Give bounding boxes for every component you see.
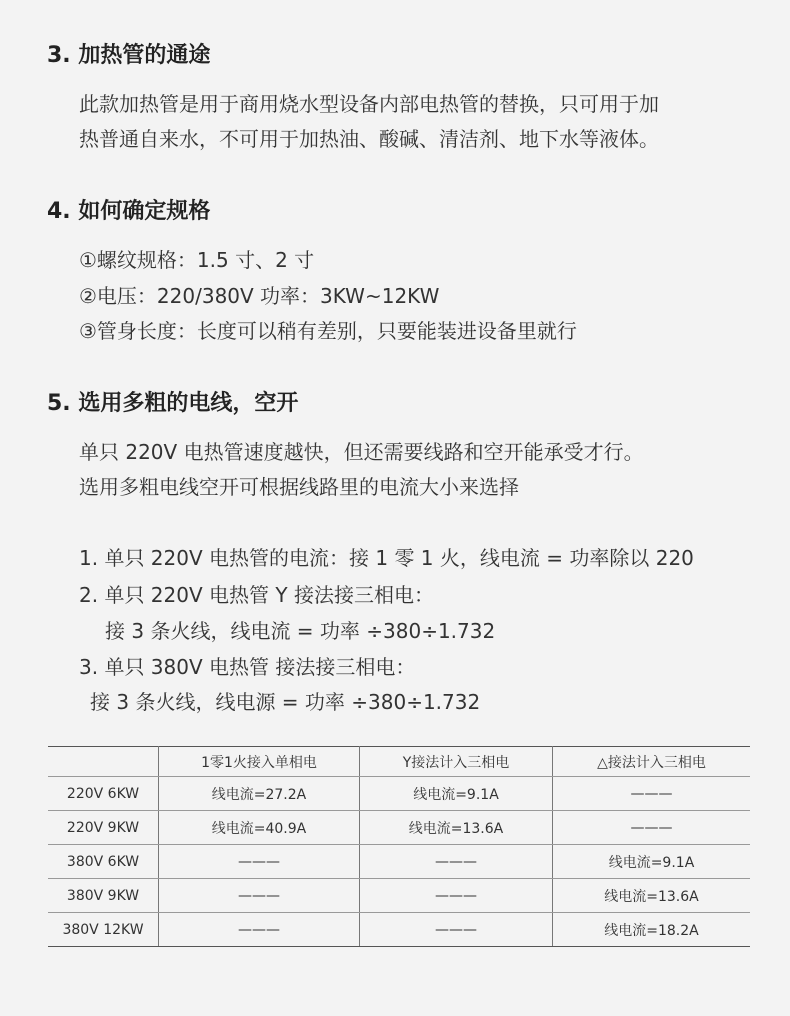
table-cell: 线电流=9.1A [360, 777, 553, 811]
current-table [48, 746, 750, 947]
table-row [48, 913, 750, 947]
table-cell: 220V 9KW [48, 811, 159, 845]
section-heading-wiring: 5. 选用多粗的电线，空开 [47, 391, 299, 416]
table-cell: 380V 12KW [48, 913, 159, 947]
spec-voltage-power: ②电压：220/380V 功率：3KW~12KW [79, 284, 440, 308]
section-heading-usage: 3. 加热管的通途 [47, 43, 211, 68]
table-cell: ——— [159, 879, 360, 913]
table-cell: 380V 9KW [48, 879, 159, 913]
table-header-cell: 1零1火接入单相电 [159, 747, 360, 777]
table-cell: 线电流=9.1A [553, 845, 751, 879]
table-row [48, 811, 750, 845]
table-cell: 线电流=13.6A [360, 811, 553, 845]
table-cell: ——— [159, 913, 360, 947]
table-cell: ——— [553, 777, 751, 811]
section-heading-spec: 4. 如何确定规格 [47, 199, 211, 224]
formula-single-phase: 1. 单只 220V 电热管的电流：接 1 零 1 火，线电流 = 功率除以 220 [79, 546, 694, 570]
table-cell: 线电流=40.9A [159, 811, 360, 845]
table-row [48, 777, 750, 811]
table-row [48, 879, 750, 913]
spec-tube-length: ③管身长度：长度可以稍有差别，只要能装进设备里就行 [79, 319, 577, 343]
table-header-row [48, 747, 750, 777]
table-row [48, 845, 750, 879]
spec-thread: ①螺纹规格：1.5 寸、2 寸 [79, 248, 315, 272]
table-cell: 线电流=27.2A [159, 777, 360, 811]
formula-delta-detail: 接 3 条火线，线电源 = 功率 ÷380÷1.732 [90, 690, 481, 714]
table-cell: ——— [360, 845, 553, 879]
table-cell: 380V 6KW [48, 845, 159, 879]
table-cell: 220V 6KW [48, 777, 159, 811]
table-header-cell [48, 747, 159, 777]
table-cell: 线电流=18.2A [553, 913, 751, 947]
table-cell: 线电流=13.6A [553, 879, 751, 913]
usage-line-1: 此款加热管是用于商用烧水型设备内部电热管的替换，只可用于加 [79, 92, 659, 116]
wiring-line-1: 单只 220V 电热管速度越快，但还需要线路和空开能承受才行。 [79, 440, 644, 464]
table-cell: ——— [360, 879, 553, 913]
table-cell: ——— [360, 913, 553, 947]
table-cell: ——— [553, 811, 751, 845]
wiring-line-2: 选用多粗电线空开可根据线路里的电流大小来选择 [79, 475, 519, 499]
table-cell: ——— [159, 845, 360, 879]
table-header-cell: Y接法计入三相电 [360, 747, 553, 777]
formula-delta-heading: 3. 单只 380V 电热管 接法接三相电： [79, 655, 416, 679]
formula-y-detail: 接 3 条火线，线电流 = 功率 ÷380÷1.732 [105, 619, 496, 643]
usage-line-2: 热普通自来水，不可用于加热油、酸碱、清洁剂、地下水等液体。 [79, 127, 659, 151]
table-header-cell: △接法计入三相电 [553, 747, 751, 777]
formula-y-heading: 2. 单只 220V 电热管 Y 接法接三相电： [79, 583, 434, 607]
